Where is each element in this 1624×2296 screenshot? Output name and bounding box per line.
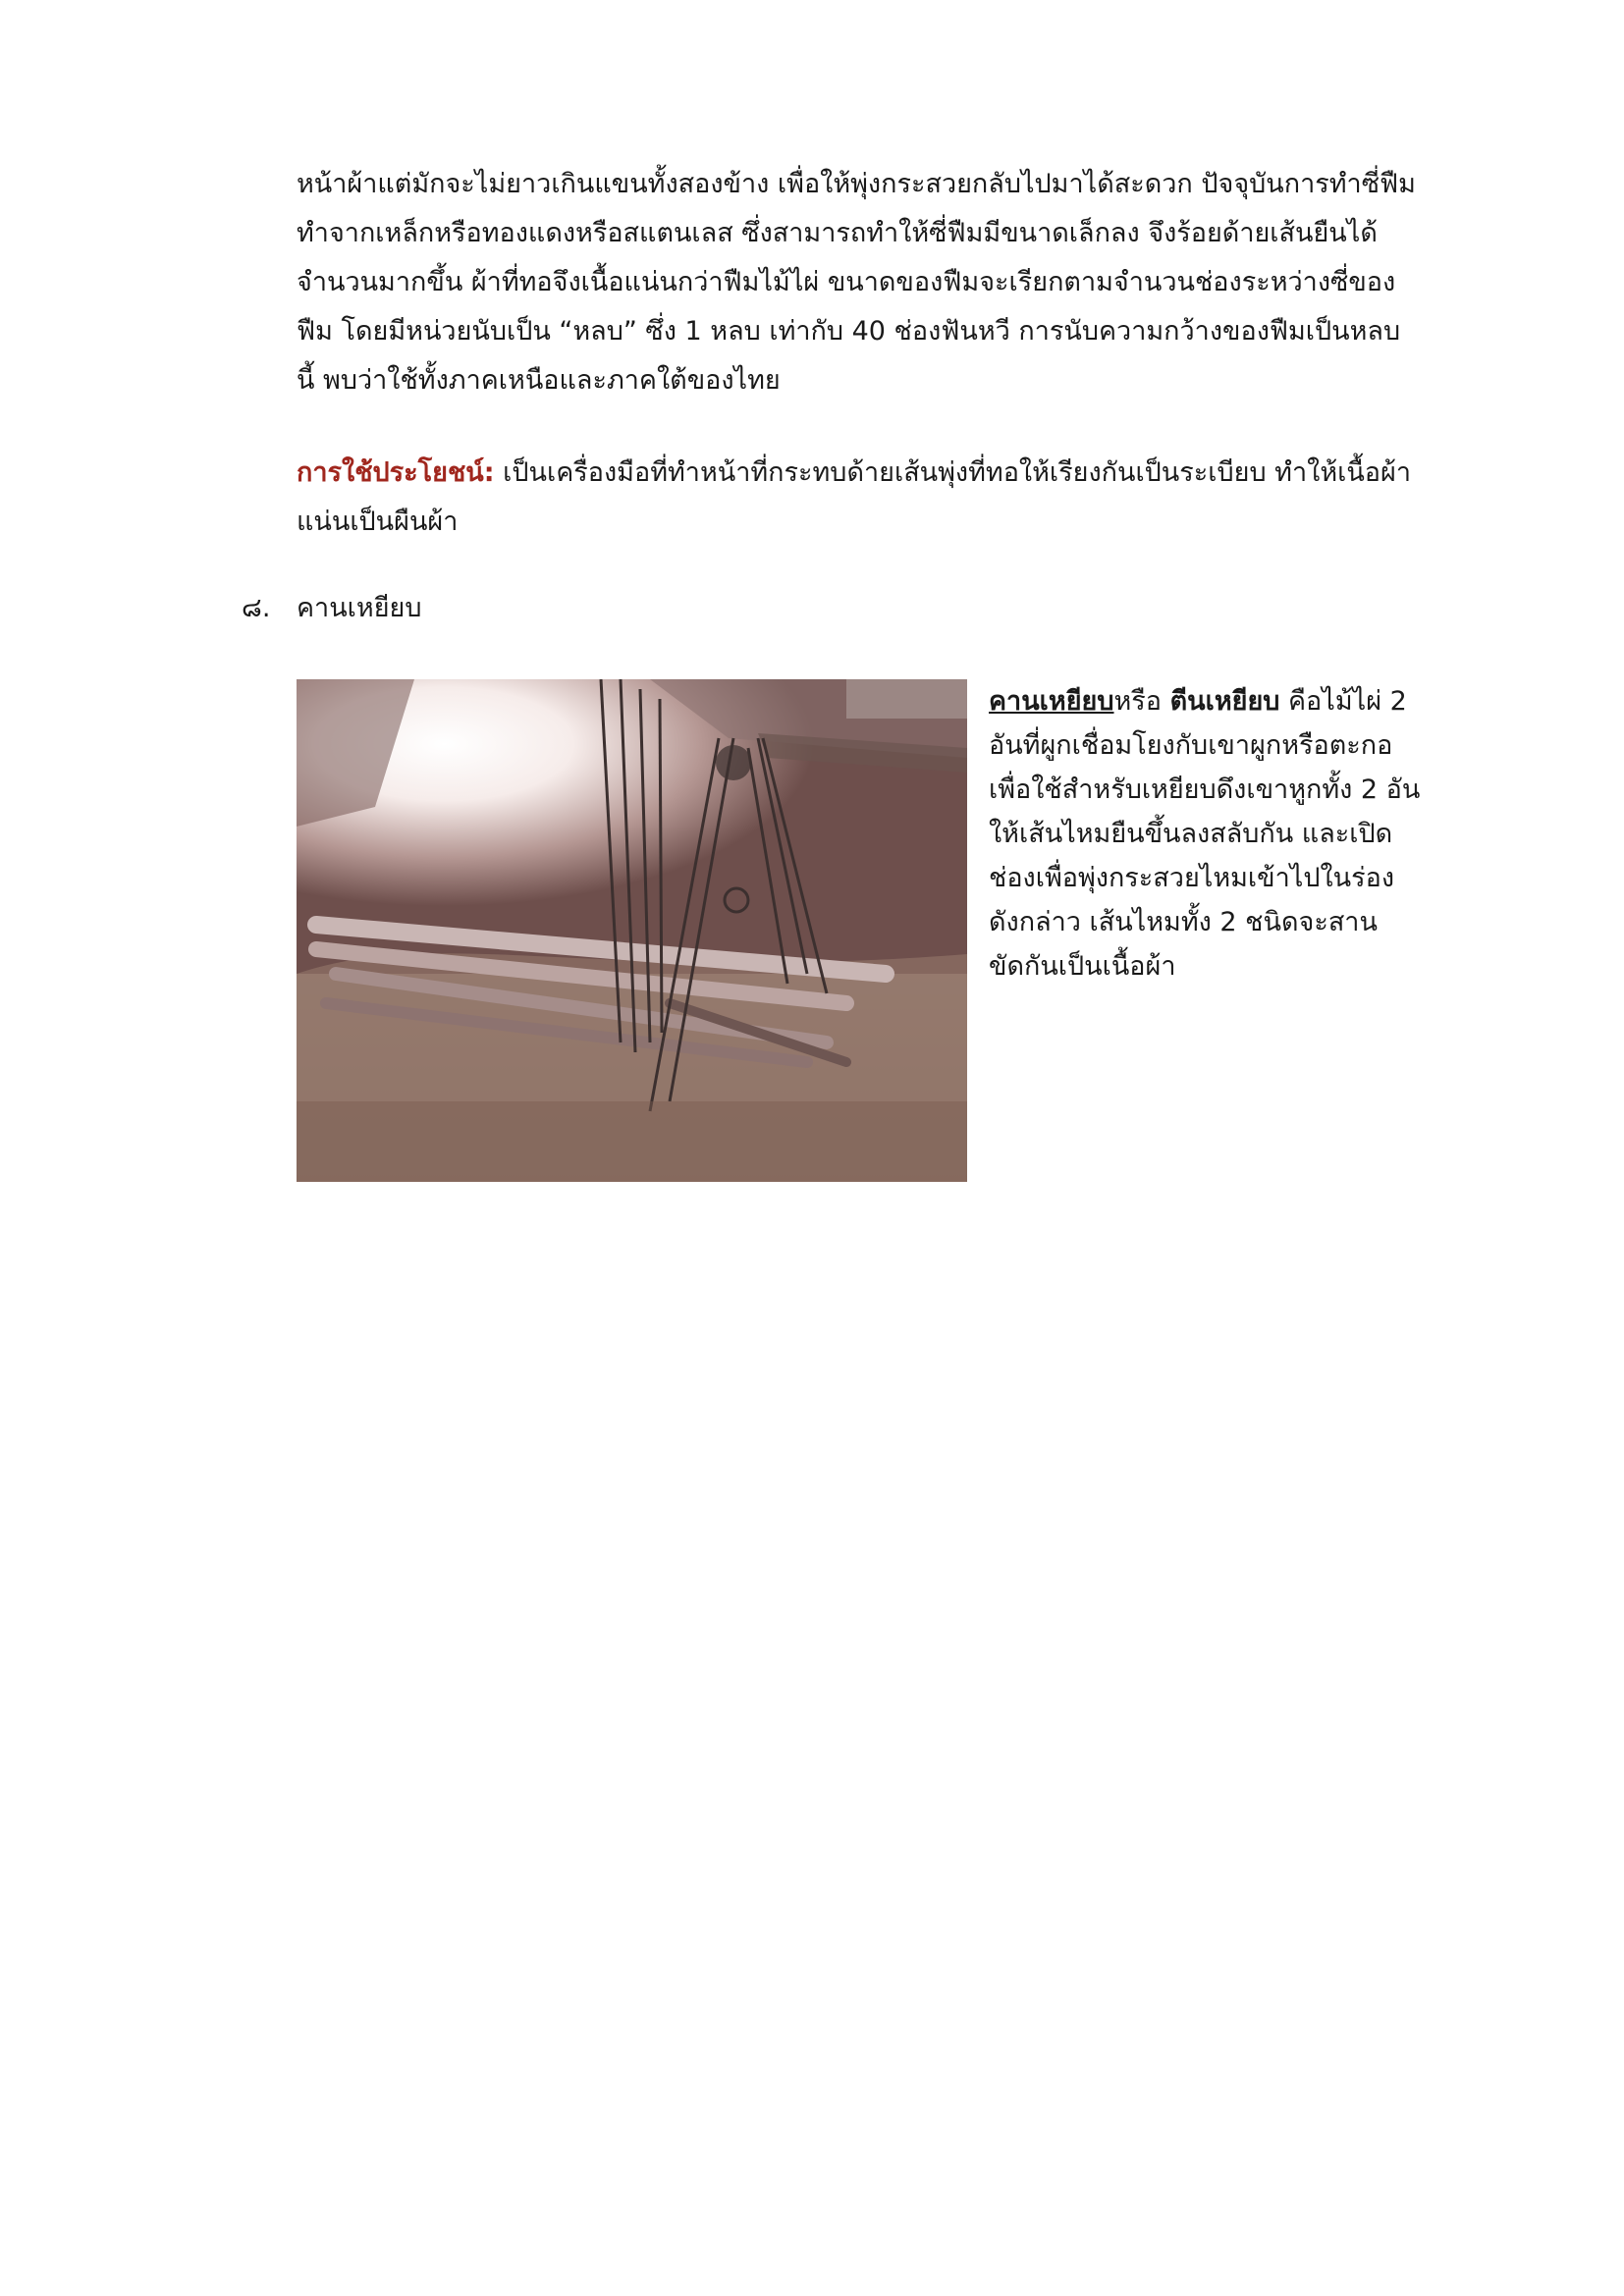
treadle-description	[989, 679, 1438, 988]
text-line: ทำจากเหล็กหรือทองแดงหรือสแตนเลส ซึ่งสามารถทำให้ซี่ฟืมมีขนาดเล็กลง จึงร้อยด้ายเส้นยืนได้	[297, 218, 1378, 248]
usage-label: การใช้ประโยชน์:	[297, 457, 495, 488]
term-treadle: คานเหยียบ	[989, 686, 1114, 717]
text-line: ฟืม โดยมีหน่วยนับเป็น “หลบ” ซึ่ง 1 หลบ เท่ากับ 40 ช่องฟันหวี การนับความกว้างของฟืมเป็นหลบ	[297, 316, 1401, 347]
text-line: แน่นเป็นผืนผ้า	[297, 507, 459, 537]
text-line: หน้าผ้าแต่มักจะไม่ยาวเกินแขนทั้งสองข้าง เพื่อให้พุ่งกระสวยกลับไปมาได้สะดวก ปัจจุบันการทำซี่ฟืม	[297, 169, 1416, 199]
term-foot-treadle: ตีนเหยียบ	[1169, 686, 1280, 717]
paragraph-reed-description	[297, 160, 1437, 405]
text-line: ให้เส้นไหมยืนขึ้นลงสลับกัน และเปิด	[989, 819, 1393, 849]
text-fragment: คือไม้ไผ่ 2	[1279, 686, 1407, 717]
usage-text: เป็นเครื่องมือที่ทำหน้าที่กระทบด้ายเส้นพุ่งที่ทอให้เรียงกันเป็นระเบียบ ทำให้เนื้อผ้า	[494, 457, 1412, 488]
item-title: คานเหยียบ	[297, 593, 422, 623]
text-line: ช่องเพื่อพุ่งกระสวยไหมเข้าไปในร่อง	[989, 863, 1395, 893]
paragraph-usage	[297, 449, 1437, 547]
text-line: จำนวนมากขึ้น ผ้าที่ทอจึงเนื้อแน่นกว่าฟืมไม้ไผ่ ขนาดของฟืมจะเรียกตามจำนวนช่องระหว่างซี่ของ	[297, 267, 1396, 297]
item-8-heading	[242, 584, 422, 633]
treadle-photo	[297, 679, 967, 1182]
text-line	[989, 679, 1438, 723]
text-line	[297, 449, 1437, 498]
or-word: หรือ	[1113, 686, 1170, 717]
text-line: ดังกล่าว เส้นไหมทั้ง 2 ชนิดจะสาน	[989, 907, 1378, 937]
item-number: ๘.	[242, 593, 271, 623]
text-line: เพื่อใช้สำหรับเหยียบดึงเขาหูกทั้ง 2 อัน	[989, 774, 1421, 805]
text-line: อันที่ผูกเชื่อมโยงกับเขาผูกหรือตะกอ	[989, 730, 1393, 761]
text-line: ขัดกันเป็นเนื้อผ้า	[989, 951, 1176, 982]
text-line: นี้ พบว่าใช้ทั้งภาคเหนือและภาคใต้ของไทย	[297, 365, 781, 396]
